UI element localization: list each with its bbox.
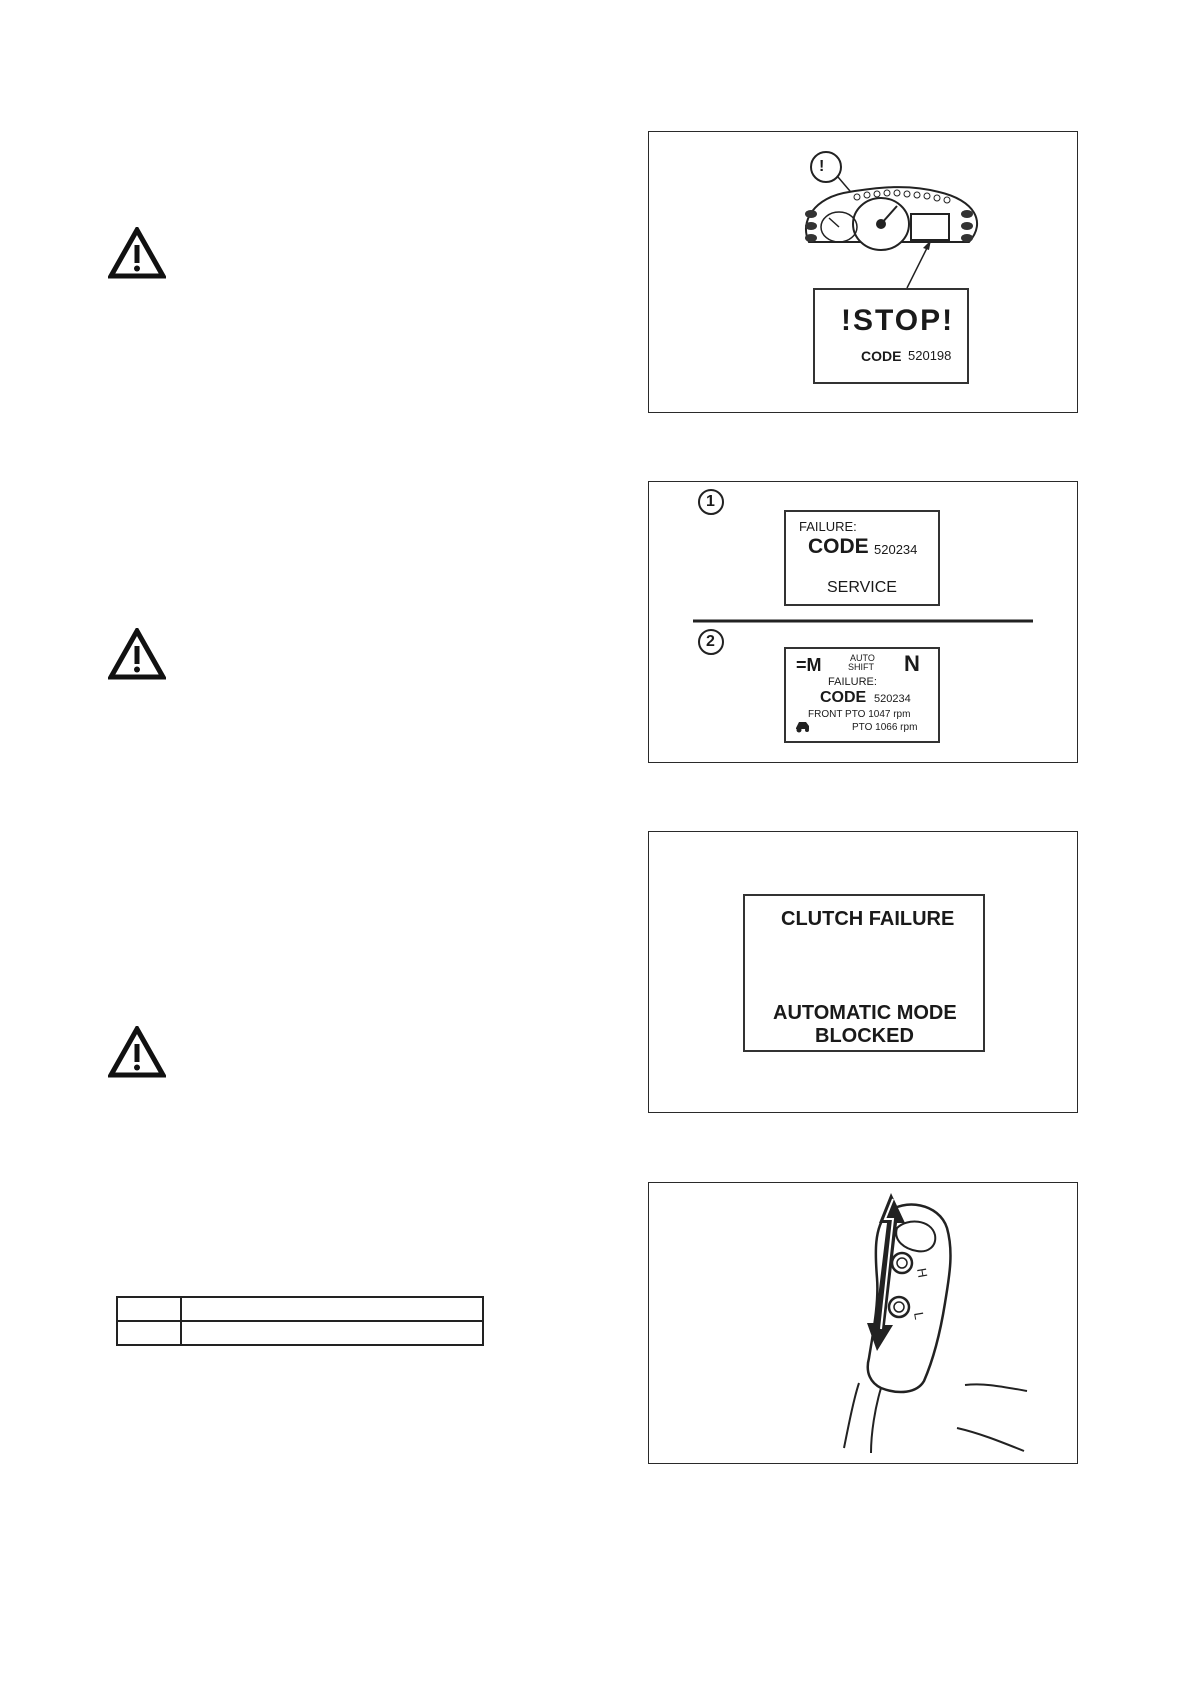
front-pto-readout: FRONT PTO 1047 rpm (808, 709, 911, 720)
exclamation-icon: ! (819, 158, 825, 175)
service-label: SERVICE (827, 579, 897, 596)
failure-display-1 (784, 510, 940, 606)
gear-indicator: N (904, 651, 920, 676)
code-label: CODE (861, 348, 902, 364)
warning-triangle-icon (108, 628, 166, 680)
gear-mode: =M (796, 655, 822, 675)
table-row (117, 1321, 483, 1345)
code-value: 520234 (874, 542, 918, 557)
figure-failure-displays (648, 481, 1078, 763)
blank-table (116, 1296, 484, 1346)
blocked-text: BLOCKED (815, 1025, 914, 1047)
code-label: CODE (808, 535, 869, 558)
panel-1-number: 1 (706, 493, 715, 510)
stop-text: !STOP! (841, 304, 955, 337)
button-h-label: H (914, 1266, 931, 1279)
code-label: CODE (820, 689, 867, 706)
clutch-failure-text: CLUTCH FAILURE (781, 908, 955, 930)
figure-clutch-failure (648, 831, 1078, 1113)
clutch-failure-display (743, 894, 985, 1052)
button-l-label: L (911, 1310, 928, 1321)
failure-label: FAILURE: (799, 519, 857, 534)
figure-stop-display (648, 131, 1078, 413)
warning-triangle-icon (108, 1026, 166, 1078)
table-row (117, 1297, 483, 1321)
warning-triangle-icon (108, 227, 166, 279)
auto-shift-line2: SHIFT (848, 662, 874, 672)
rear-pto-readout: PTO 1066 rpm (852, 722, 918, 733)
automatic-mode-text: AUTOMATIC MODE (773, 1002, 957, 1024)
panel-2-number: 2 (706, 633, 715, 650)
stop-display (813, 288, 969, 384)
figure-gear-lever (648, 1182, 1078, 1464)
tractor-icon (794, 719, 812, 733)
code-value: 520198 (908, 348, 952, 363)
failure-label: FAILURE: (828, 676, 877, 688)
code-value: 520234 (874, 693, 911, 705)
failure-display-2 (784, 647, 940, 743)
auto-shift-line1: AUTO (850, 653, 875, 663)
